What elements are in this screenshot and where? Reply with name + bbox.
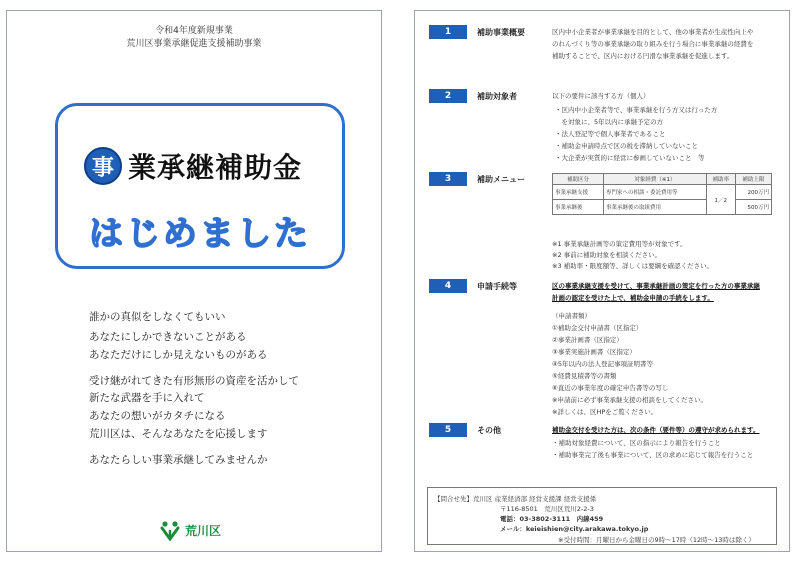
title-row [84,146,302,186]
table-header: 補助上限 [735,174,771,185]
section-2-number: 2 [429,89,467,103]
s4-line-2: 計画の認定を受けた上で、補助金申請の手続をします。 [552,294,714,302]
s4-line-8: ⑤経費見積書等の書類 [552,372,617,380]
table-row [553,200,772,215]
contact-hours: ※受付時間：月曜日から金曜日の9時〜17時（12時〜13時は除く） [558,536,755,544]
jigyo-badge-icon: 事 [84,147,122,185]
contact-email-link[interactable]: メール：keieishien@city.arakawa.tokyo.jp [500,525,649,533]
s4-line-10: ※申請前に必ず事業承継支援の相談をしてください。 [552,396,707,404]
s4-line-7: ④5年以内の法人登記事項証明書等 [552,360,653,368]
flyer-back-page [414,10,790,552]
flyer-front-page [6,10,382,552]
table-cell: 事業承継支援 [553,185,604,200]
message-line-6: あなたの想いがカタチになる [89,410,226,422]
s5-line-1: 補助金交付を受けた方は、次の条件（要件等）の遵守が求められます。 [552,426,760,434]
table-header-row [553,174,772,185]
s1-line-1: 区内中小企業者が事業承継を目的として、他の事業者が生産性向上や [552,28,754,36]
logo-text: 荒川区 [185,523,222,538]
section-4-number: 4 [429,279,467,293]
section-5-title: その他 [477,426,501,435]
section-4-title: 申請手続等 [477,282,517,291]
contact-box [427,487,777,545]
message-line-1: 誰かの真似をしなくてもいい [89,311,226,323]
s1-line-2: のれんづくり等の事業承継の取り組みを行う場合に事業承継の経費を [552,40,754,48]
s5-line-3: ・補助事業完了後も事業について、区の求めに応じて報告を行うこと [552,451,754,459]
header-year-label: 令和4年度新規事業 [155,26,233,36]
table-header: 補助区分 [553,174,604,185]
title-frame [55,103,345,269]
s4-line-6: ③事業実施計画書（区指定） [552,348,636,356]
table-cell: 500万円 [735,200,771,215]
contact-phone: 電話：03-3802-3111 内線459 [500,515,604,523]
s4-line-9: ⑥直近の事業年度の確定申告書等の写し [552,384,669,392]
section-1-title: 補助事業概要 [477,28,525,37]
s2-intro: 以下の要件に該当する方（個人） [552,92,650,100]
title-main: 業承継補助金 [128,151,303,184]
message-line-8: あなたらしい事業承継してみませんか [89,454,268,466]
s4-line-5: ②事業計画書（区指定） [552,336,623,344]
message-line-4: 受け継がれてきた有形無形の資産を活かして [89,375,299,387]
table-row [553,185,772,200]
header-program-name: 荒川区事業承継促進支援補助事業 [126,39,262,49]
table-header: 補助率 [706,174,735,185]
message-line-2: あなたにしかできないことがある [89,331,247,343]
s2-line-4: ・補助金申請時点で区の税を滞納していないこと [555,142,698,150]
s2-line-3: ・法人登記等で個人事業者であること [555,130,666,138]
table-header: 対象経費（※1） [604,174,707,185]
s5-line-2: ・補助対象経費について、区の指示により報告を行うこと [552,439,721,447]
section-3-number: 3 [429,172,467,186]
s4-line-3: （申請書類） [552,312,591,320]
contact-department: 【問合せ先】荒川区 産業経済部 経営支援課 経営支援係 [434,495,597,503]
message-line-3: あなただけにしか見えないものがある [89,349,268,361]
message-line-7: 荒川区は、そんなあなたを応援します [89,428,268,440]
s1-line-3: 補助することで、区内における円滑な事業承継を促進します。 [552,52,734,60]
message-line-5: 新たな武器を手に入れて [89,392,205,404]
s2-line-1: ・区内中小企業者等で、事業承継を行う方又は行った方 [555,106,718,114]
s4-line-4: ①補助金交付申請書（区指定） [552,324,643,332]
s4-line-11: ※詳しくは、区HPをご覧ください。 [552,408,658,416]
section-5-number: 5 [429,423,467,437]
section-1-number: 1 [429,25,467,39]
subsidy-menu-table [552,173,772,215]
s2-line-5: ・大企業が実質的に経営に参画していないこと 等 [555,154,705,162]
table-cell: 事業承継後の取組費用 [604,200,707,215]
table-cell: 事業承継後 [553,200,604,215]
arakawa-logo [159,519,221,541]
arakawa-emblem-icon [159,519,181,541]
section-2-title: 補助対象者 [477,92,517,101]
s2-line-2: を対象に、5年以内に承継予定の方 [555,118,664,126]
s3-note-2: ※2 事前に補助対象を相談ください。 [552,251,662,259]
s3-note-3: ※3 補助率・限度額等、詳しくは要綱を確認ください。 [552,262,714,270]
s4-line-1: 区の事業承継支援を受けて、事業承継計画の策定を行った方の事業承継 [552,282,760,290]
table-cell: 200万円 [735,185,771,200]
table-cell: 1／2 [706,185,735,215]
s3-note-1: ※1 事業承継計画等の策定費用等が対象です。 [552,240,687,248]
section-3-title: 補助メニュー [477,175,525,184]
table-cell: 専門家への相談・委託費用等 [604,185,707,200]
title-sub: はじめました [89,214,311,254]
contact-address: 〒116-8501 荒川区荒川2-2-3 [500,505,594,513]
